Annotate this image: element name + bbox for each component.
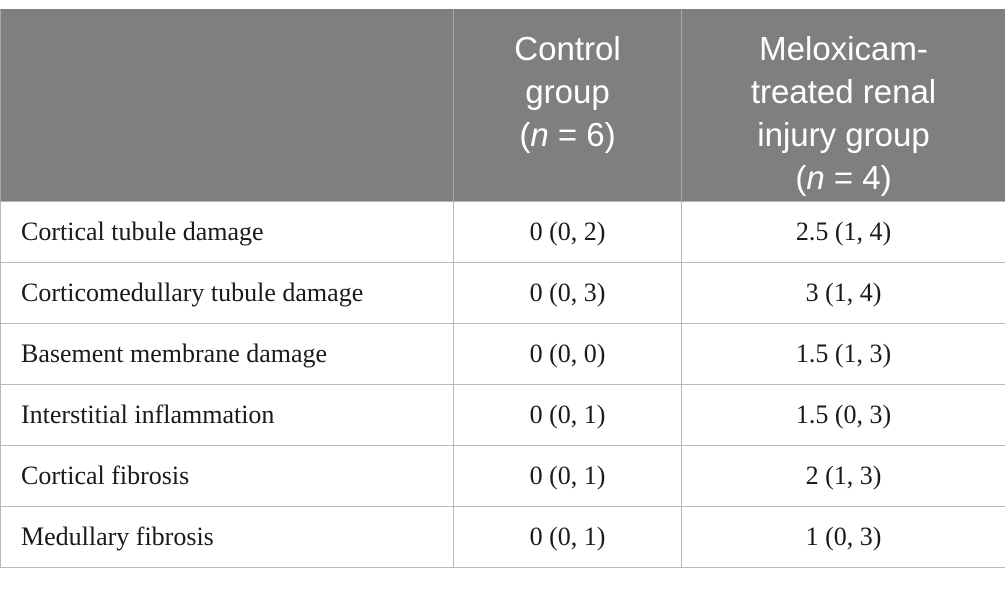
treated-value: 1.5 (1, 3) bbox=[682, 323, 1005, 384]
table-row bbox=[1, 323, 1005, 384]
header-treated-n bbox=[690, 156, 997, 199]
row-label: Corticomedullary tubule damage bbox=[1, 262, 454, 323]
row-label: Cortical tubule damage bbox=[1, 201, 454, 262]
control-value: 0 (0, 0) bbox=[454, 323, 682, 384]
table-body bbox=[1, 201, 1005, 567]
header-row bbox=[1, 9, 1005, 201]
control-value: 0 (0, 2) bbox=[454, 201, 682, 262]
control-value: 0 (0, 1) bbox=[454, 445, 682, 506]
table-row bbox=[1, 201, 1005, 262]
table-row bbox=[1, 445, 1005, 506]
row-label: Medullary fibrosis bbox=[1, 506, 454, 567]
row-label: Cortical fibrosis bbox=[1, 445, 454, 506]
header-treated-line-3: injury group bbox=[757, 116, 930, 153]
header-control-n bbox=[462, 113, 673, 156]
header-treated-line-2: treated renal bbox=[750, 73, 937, 110]
header-control-n-symbol: n bbox=[530, 116, 549, 153]
treated-value: 1.5 (0, 3) bbox=[682, 384, 1005, 445]
control-value: 0 (0, 3) bbox=[454, 262, 682, 323]
header-treated-line-1: Meloxicam- bbox=[759, 30, 928, 67]
header-empty-cell bbox=[1, 9, 454, 201]
header-treated-n-open: ( bbox=[795, 159, 807, 196]
header-treated-n-value: = 4) bbox=[824, 159, 892, 196]
control-value: 0 (0, 1) bbox=[454, 506, 682, 567]
table-row bbox=[1, 506, 1005, 567]
treated-value: 3 (1, 4) bbox=[682, 262, 1005, 323]
treated-value: 1 (0, 3) bbox=[682, 506, 1005, 567]
table-row bbox=[1, 262, 1005, 323]
header-control-line-1: Control bbox=[514, 30, 621, 67]
control-value: 0 (0, 1) bbox=[454, 384, 682, 445]
row-label: Interstitial inflammation bbox=[1, 384, 454, 445]
treated-value: 2.5 (1, 4) bbox=[682, 201, 1005, 262]
header-control-line-2: group bbox=[525, 73, 610, 110]
table-header bbox=[1, 9, 1005, 201]
header-treated-group bbox=[682, 9, 1005, 201]
header-treated-n-symbol: n bbox=[806, 159, 825, 196]
treated-value: 2 (1, 3) bbox=[682, 445, 1005, 506]
row-label: Basement membrane damage bbox=[1, 323, 454, 384]
data-table bbox=[0, 9, 1005, 568]
header-control-group bbox=[454, 9, 682, 201]
header-control-n-open: ( bbox=[519, 116, 531, 153]
table-row bbox=[1, 384, 1005, 445]
header-control-n-value: = 6) bbox=[548, 116, 616, 153]
